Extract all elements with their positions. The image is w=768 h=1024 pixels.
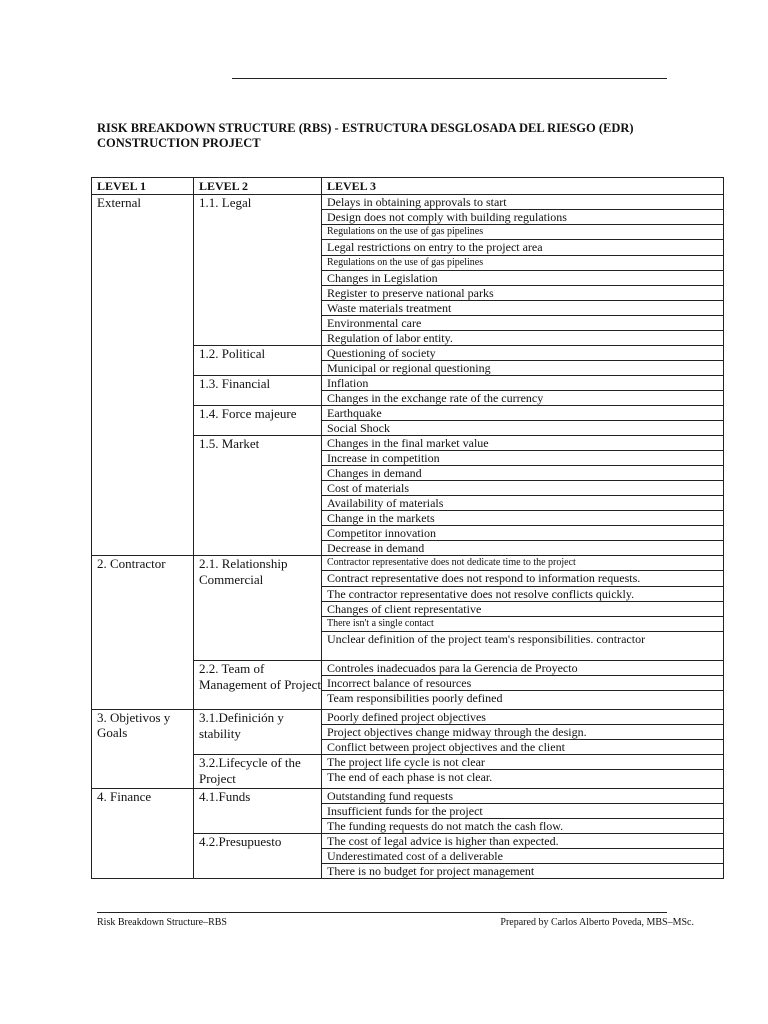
level3-item: Conflict between project objectives and the client	[322, 740, 724, 755]
level3-item: Regulations on the use of gas pipelines	[322, 225, 724, 240]
level3-item: Waste materials treatment	[322, 301, 724, 316]
level2-market: 1.5. Market	[194, 436, 322, 556]
level3-item: Changes in Legislation	[322, 271, 724, 286]
level3-item: Delays in obtaining approvals to start	[322, 195, 724, 210]
table-row	[92, 195, 724, 210]
level2-force-majeure: 1.4. Force majeure	[194, 406, 322, 436]
level3-item: The end of each phase is not clear.	[322, 770, 724, 789]
footer-document-name: Risk Breakdown Structure–RBS	[97, 917, 227, 928]
level2-legal: 1.1. Legal	[194, 195, 322, 346]
table-header-row	[92, 178, 724, 195]
level2-lifecycle: 3.2.Lifecycle of the Project	[194, 755, 322, 789]
level1-contractor: 2. Contractor	[92, 556, 194, 710]
level3-item: Incorrect balance of resources	[322, 676, 724, 691]
footer-rule	[97, 912, 667, 913]
level3-item: Changes in the final market value	[322, 436, 724, 451]
level2-presupuesto: 4.2.Presupuesto	[194, 834, 322, 879]
level3-item: Team responsibilities poorly defined	[322, 691, 724, 710]
title-line-1: RISK BREAKDOWN STRUCTURE (RBS) - ESTRUCTURA DESGLOSADA DEL RIESGO (EDR)	[97, 121, 634, 135]
level3-item: There isn't a single contact	[322, 617, 724, 632]
level3-item: Poorly defined project objectives	[322, 710, 724, 725]
level3-item: The contractor representative does not resolve conflicts quickly.	[322, 587, 724, 602]
header-level-2: LEVEL 2	[194, 178, 322, 195]
level3-item: Insufficient funds for the project	[322, 804, 724, 819]
level3-item: The cost of legal advice is higher than expected.	[322, 834, 724, 849]
level1-external: External	[92, 195, 194, 556]
header-level-3: LEVEL 3	[322, 178, 724, 195]
level3-item: There is no budget for project management	[322, 864, 724, 879]
level3-item: Contract representative does not respond to information requests.	[322, 571, 724, 587]
level1-finance: 4. Finance	[92, 789, 194, 879]
document-title	[97, 121, 737, 151]
table-row	[92, 789, 724, 804]
level3-item: Outstanding fund requests	[322, 789, 724, 804]
level3-item: Increase in competition	[322, 451, 724, 466]
level2-team-management: 2.2. Team of Management of Project	[194, 661, 322, 710]
level3-item: Project objectives change midway through the design.	[322, 725, 724, 740]
header-rule	[232, 78, 667, 79]
level3-item: Municipal or regional questioning	[322, 361, 724, 376]
level3-item: Regulation of labor entity.	[322, 331, 724, 346]
level3-item: Change in the markets	[322, 511, 724, 526]
level3-item: Contractor representative does not dedicate time to the project	[322, 556, 724, 571]
level3-item: Earthquake	[322, 406, 724, 421]
title-line-2: CONSTRUCTION PROJECT	[97, 136, 261, 150]
level3-item: Social Shock	[322, 421, 724, 436]
table-row	[92, 556, 724, 571]
level3-item: Questioning of society	[322, 346, 724, 361]
level3-item: Underestimated cost of a deliverable	[322, 849, 724, 864]
level3-item: The project life cycle is not clear	[322, 755, 724, 770]
table-row	[92, 710, 724, 725]
level3-item: Inflation	[322, 376, 724, 391]
level1-objetivos: 3. Objetivos y Goals	[92, 710, 194, 789]
level3-item: Changes in demand	[322, 466, 724, 481]
header-level-1: LEVEL 1	[92, 178, 194, 195]
level3-item: Changes in the exchange rate of the currency	[322, 391, 724, 406]
level2-funds: 4.1.Funds	[194, 789, 322, 834]
level3-item: Legal restrictions on entry to the project area	[322, 240, 724, 256]
level3-item: Changes of client representative	[322, 602, 724, 617]
level3-item: Decrease in demand	[322, 541, 724, 556]
level3-item: Regulations on the use of gas pipelines	[322, 256, 724, 271]
rbs-table	[91, 177, 724, 879]
level3-item: Availability of materials	[322, 496, 724, 511]
level3-item: Competitor innovation	[322, 526, 724, 541]
level2-definicion: 3.1.Definición y stability	[194, 710, 322, 755]
level3-item: Register to preserve national parks	[322, 286, 724, 301]
level2-financial: 1.3. Financial	[194, 376, 322, 406]
footer-author: Prepared by Carlos Alberto Poveda, MBS–MSc.	[500, 917, 694, 928]
level3-item: Controles inadecuados para la Gerencia de Proyecto	[322, 661, 724, 676]
level3-item: Design does not comply with building regulations	[322, 210, 724, 225]
level3-item: Unclear definition of the project team's responsibilities. contractor	[322, 632, 724, 661]
level2-political: 1.2. Political	[194, 346, 322, 376]
level3-item: Cost of materials	[322, 481, 724, 496]
level3-item: Environmental care	[322, 316, 724, 331]
level2-relationship: 2.1. Relationship Commercial	[194, 556, 322, 661]
level3-item: The funding requests do not match the cash flow.	[322, 819, 724, 834]
